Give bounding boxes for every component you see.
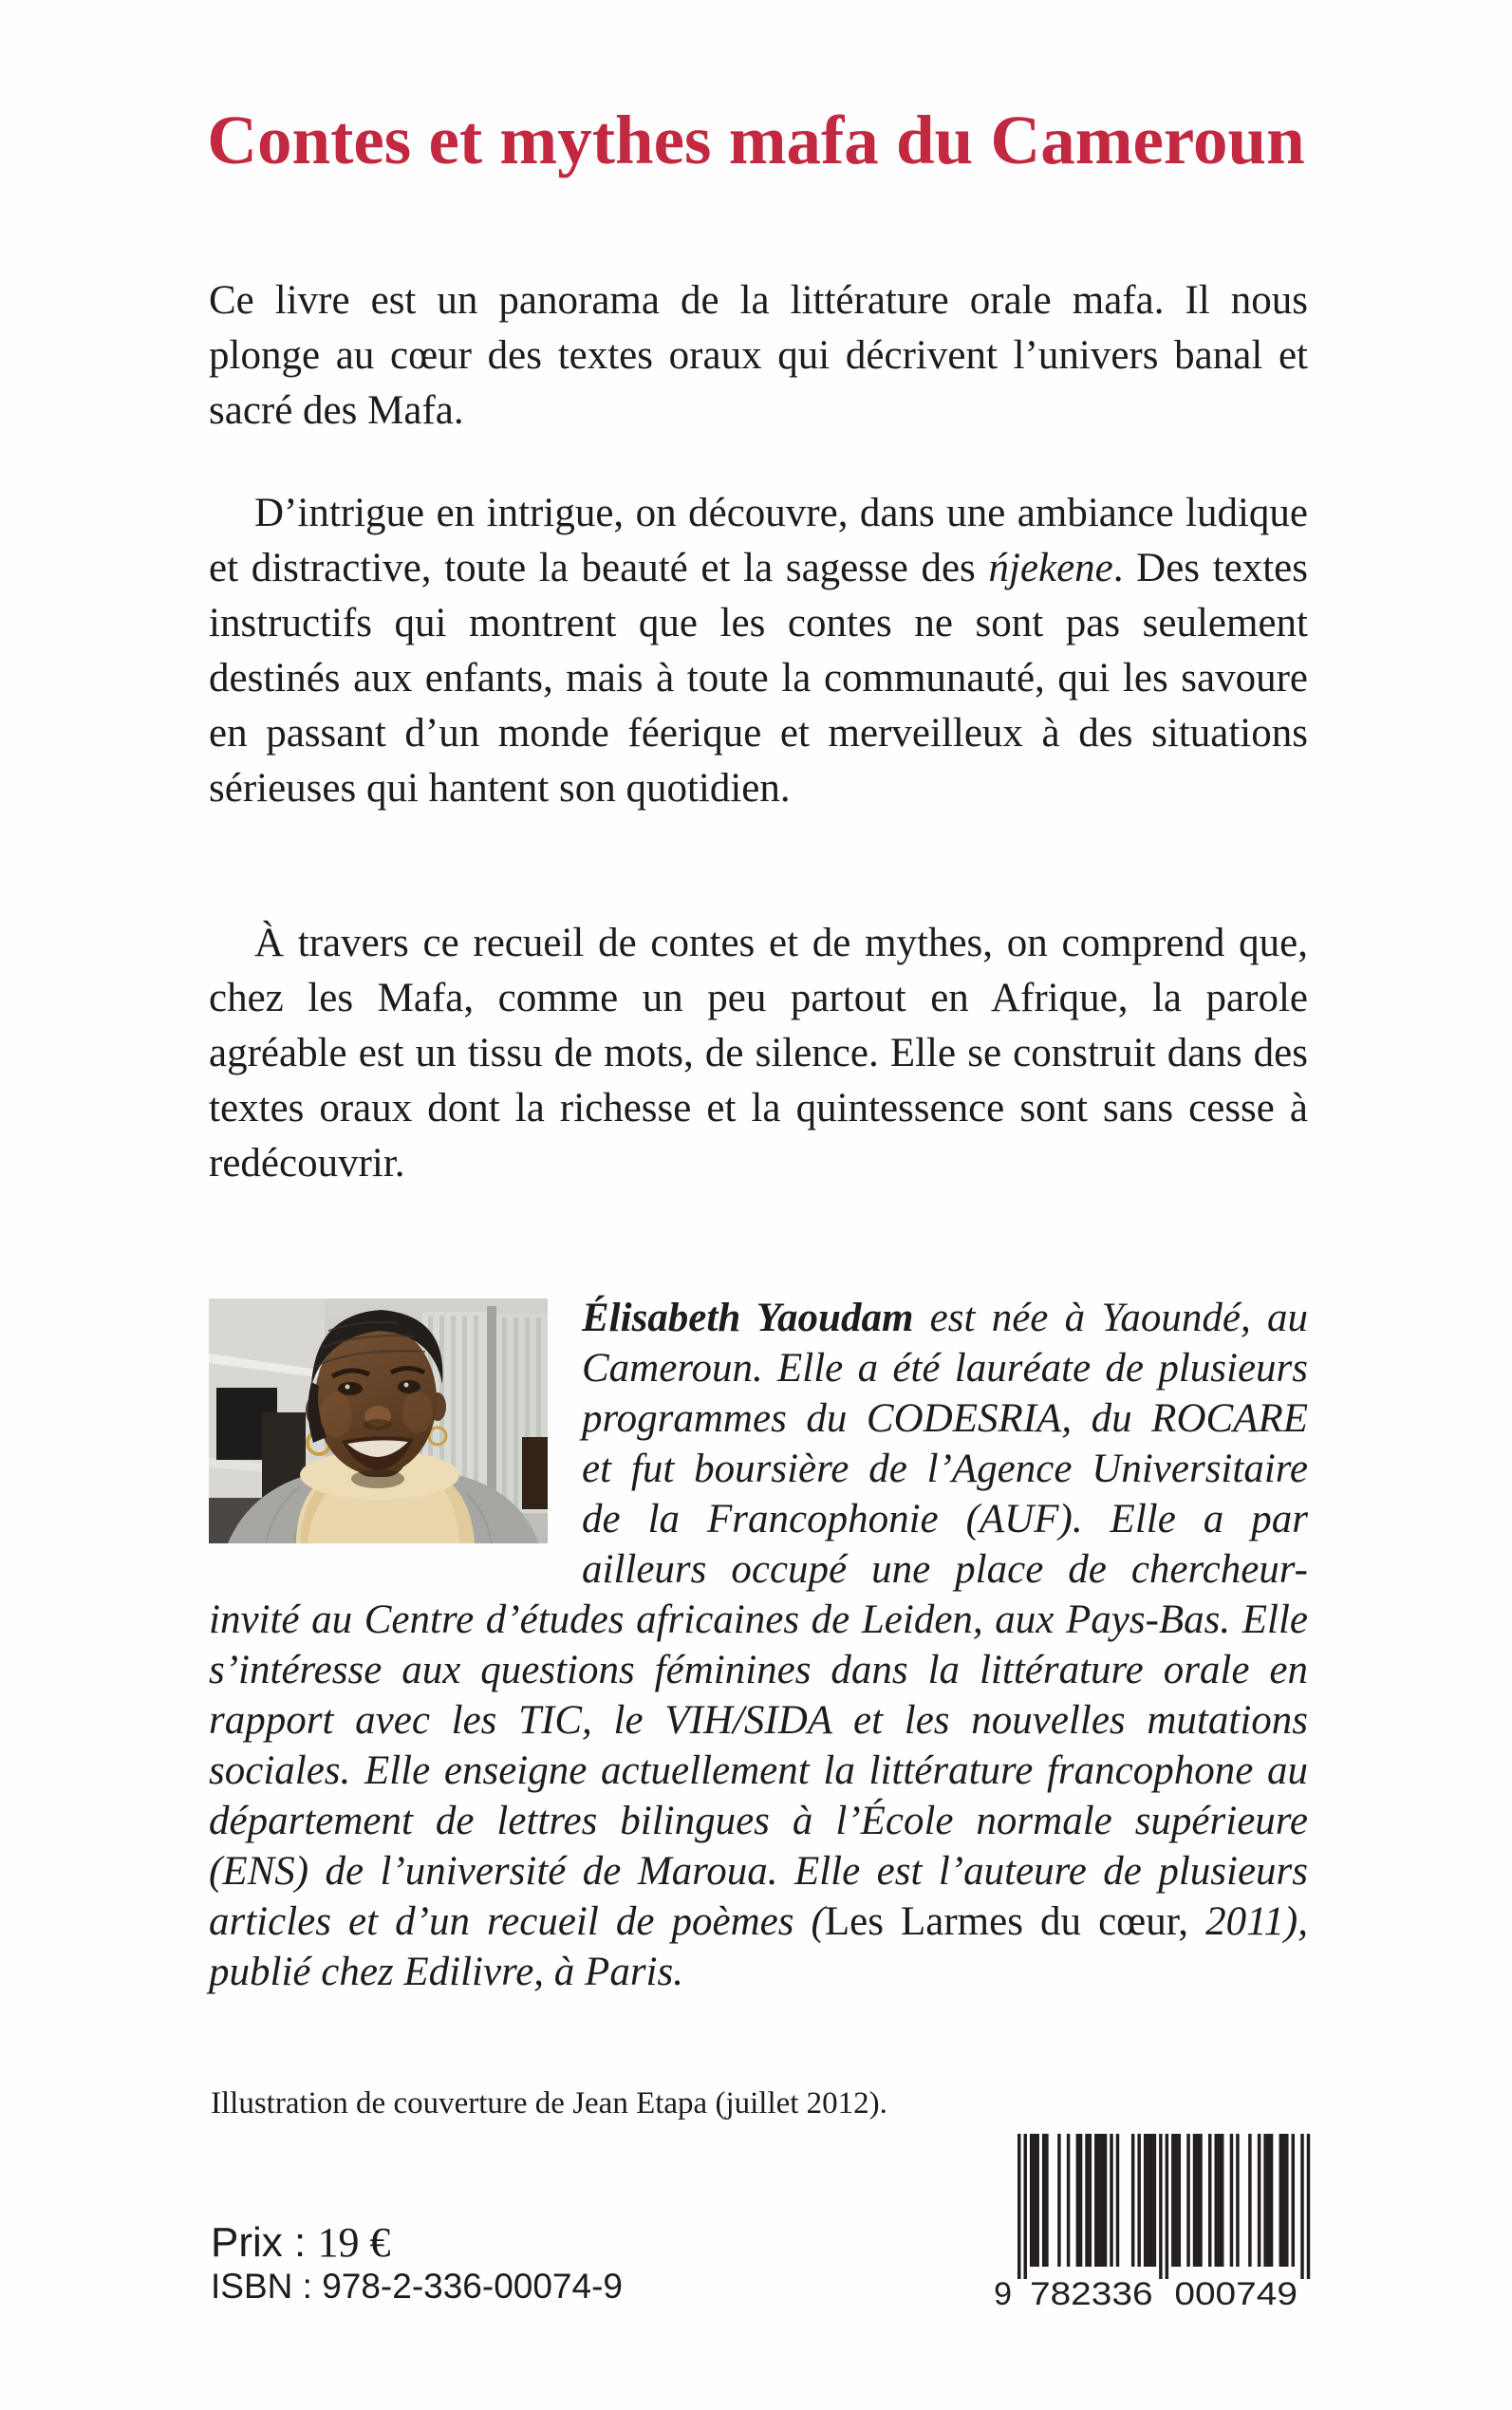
text-segment: 2011), publié chez Edilivre, à Paris. xyxy=(209,1899,1309,1994)
barcode-digits: 782336 xyxy=(1029,2276,1153,2308)
barcode xyxy=(995,2134,1322,2313)
illustration-credit: Illustration de couverture de Jean Etapa (juillet 2012). xyxy=(211,2086,887,2120)
price-label: Prix : xyxy=(211,2219,307,2266)
price-line xyxy=(211,2220,623,2266)
text-segment: Les Larmes du cœur, xyxy=(824,1899,1206,1944)
barcode-svg xyxy=(995,2134,1322,2308)
isbn-text: ISBN : 978-2-336-00074-9 xyxy=(211,2267,623,2306)
text-segment: Élisabeth Yaoudam xyxy=(582,1296,914,1340)
text-segment: . Des textes instructifs qui montrent que les contes ne sont pas seulement destinés aux enfants, mais à toute la communauté, qui les savoure en passant d’un monde féerique et merveilleux à des situations sérieuses qui hantent son quotidien. xyxy=(209,546,1309,811)
barcode-digits: 9 xyxy=(995,2276,1012,2308)
text-segment: ńjekene xyxy=(988,546,1113,590)
author-photo-illustration xyxy=(209,1298,548,1543)
synopsis-paragraph-3: À travers ce recueil de contes et de mythes, on comprend que, chez les Mafa, comme un peu partout en Afrique, la parole agréable est un tissu de mots, de silence. Elle se construit dans des textes oraux dont la richesse et la quintessence sont sans cesse à redécouvrir. xyxy=(209,921,1308,1186)
synopsis-paragraph-2 xyxy=(209,486,1308,816)
text-segment: D’intrigue en intrigue, on découvre, dans une ambiance ludique et distractive, toute la beauté et la sagesse des xyxy=(209,491,1308,590)
author-bio xyxy=(209,1293,1308,1997)
barcode-digits: 000749 xyxy=(1174,2276,1298,2308)
price-isbn-block xyxy=(211,2220,623,2307)
text-segment: est née à Yaoundé, au Cameroun. Elle a été lauréate de plusieurs programmes du CODESRIA, du ROCARE et fut boursière de l’Agence Universitaire de la Francophonie (AUF). Elle a par ailleurs occupé une place de chercheur-invité au Centre d’études africaines de Leiden, aux Pays-Bas. Elle s’intéresse aux questions féminines dans la littérature orale en rapport avec les TIC, le VIH/SIDA et les nouvelles mutations sociales. Elle enseigne actuellement la littérature francophone au département de lettres bilingues à l’École normale supérieure (ENS) de l’université de Maroua. Elle est l’auteure de plusieurs articles et d’un recueil de poèmes ( xyxy=(209,1296,1308,1944)
synopsis-paragraph-1: Ce livre est un panorama de la littérature orale mafa. Il nous plonge au cœur des textes oraux qui décrivent l’univers banal et sacré des Mafa. xyxy=(209,278,1308,433)
price-value: 19 € xyxy=(317,2219,391,2266)
author-photo xyxy=(209,1298,548,1543)
book-title: Contes et mythes mafa du Cameroun xyxy=(207,102,1305,178)
